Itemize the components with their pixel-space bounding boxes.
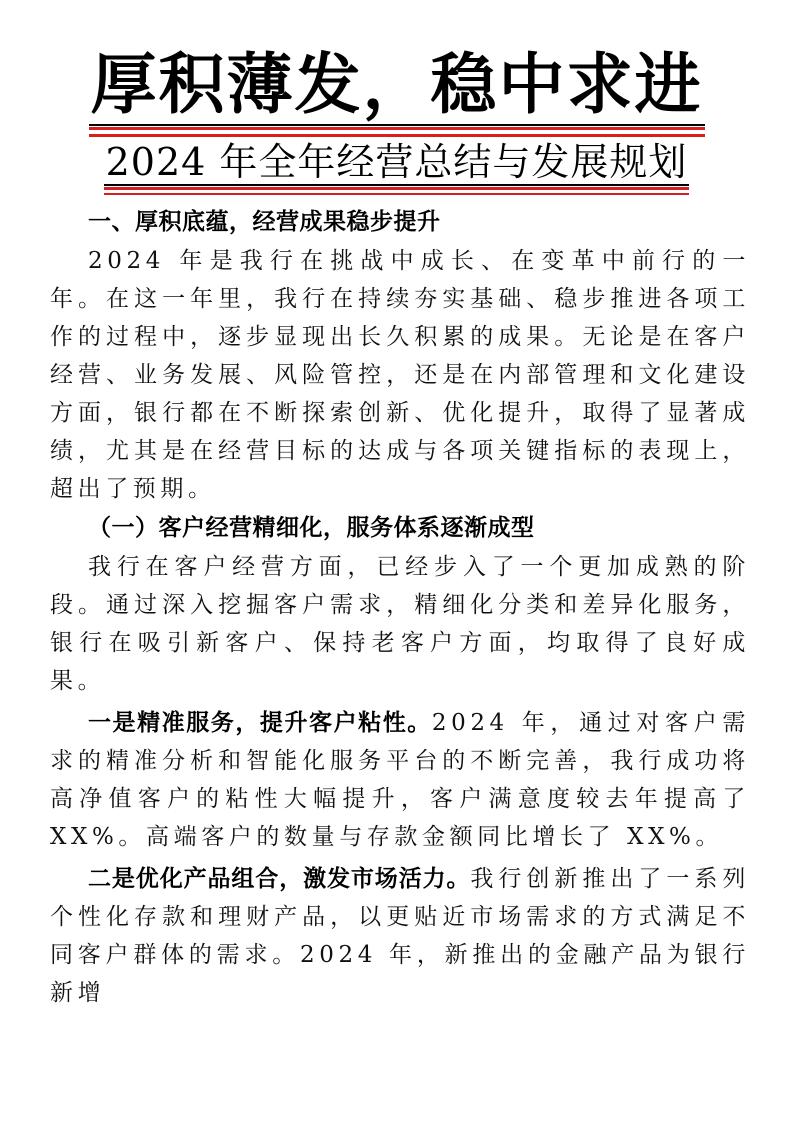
subsection-heading: （一）客户经营精细化，服务体系逐渐成型	[88, 515, 535, 541]
subtitle-underline	[104, 184, 690, 186]
main-title: 厚积薄发，稳中求进	[90, 45, 703, 123]
point-text-1: 2024 年，通过对客户需求的精准分析和智能化服务平台的不断完善，我行成功将高净值客户的粘性大幅提升，客户满意度较去年提高了 XX%。高端客户的数量与存款金额同比增长了 XX%。	[50, 710, 750, 850]
main-title-container	[89, 45, 705, 123]
title-underline	[89, 124, 705, 126]
main-title-block	[0, 45, 793, 123]
section-heading: 一、厚积底蕴，经营成果稳步提升	[88, 209, 441, 235]
subtitle-red-rule-bottom	[104, 193, 690, 195]
section-paragraph: 2024 年是我行在挑战中成长、在变革中前行的一年。在这一年里，我行在持续夯实基础、稳步推进各项工作的过程中，逐步显现出长久积累的成果。无论是在客户经营、业务发展、风险管控，还是在内部管理和文化建设方面，银行都在不断探索创新、优化提升，取得了显著成绩，尤其是在经营目标的达成与各项关键指标的表现上，超出了预期。	[50, 248, 750, 502]
subsection-intro: 我行在客户经营方面，已经步入了一个更加成熟的阶段。通过深入挖掘客户需求，精细化分类和差异化服务，银行在吸引新客户、保持老客户方面，均取得了良好成果。	[50, 554, 750, 694]
point-paragraph-1	[50, 704, 750, 856]
title-red-rule-bottom	[89, 134, 705, 137]
document-body	[50, 202, 750, 1012]
point-text-2: 我行创新推出了一系列个性化存款和理财产品，以更贴近市场需求的方式满足不同客户群体的需求。2024 年，新推出的金融产品为银行新增	[50, 866, 751, 1006]
point-lead-1: 一是精准服务，提升客户粘性。	[88, 710, 432, 736]
title-red-rule-top	[89, 127, 705, 130]
subtitle-block	[0, 140, 793, 184]
subtitle-red-rule-top	[104, 187, 690, 190]
subtitle-container	[104, 140, 690, 184]
subtitle: 2024 年全年经营总结与发展规划	[105, 140, 688, 184]
point-paragraph-2	[50, 860, 750, 1012]
point-lead-2: 二是优化产品组合，激发市场活力。	[88, 866, 471, 892]
